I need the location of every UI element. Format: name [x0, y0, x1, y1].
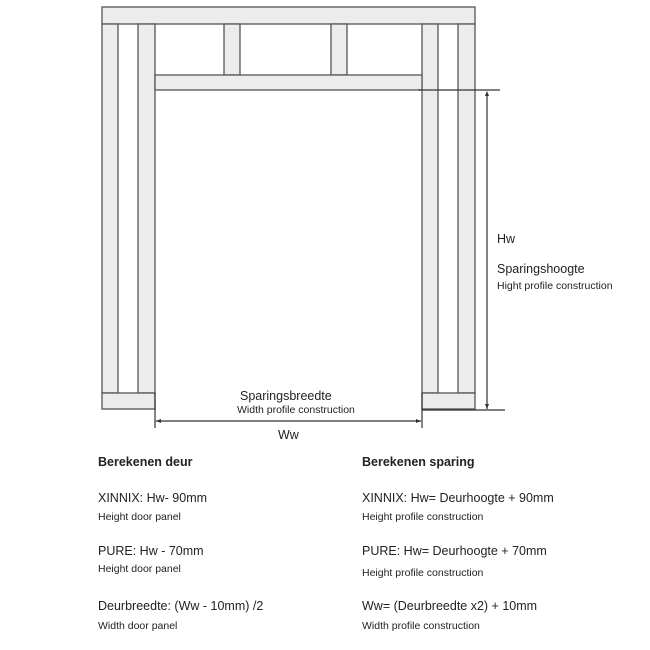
door-formula: Deurbreedte: (Ww - 10mm) /2: [98, 599, 264, 613]
left-bottom-plate: [102, 393, 155, 409]
opening-caption: Width profile construction: [362, 620, 480, 632]
header-beam: [155, 75, 422, 90]
profile-frame: [102, 7, 475, 409]
right-outer-post: [458, 24, 475, 393]
opening-formula: PURE: Hw= Deurhoogte + 70mm: [362, 544, 547, 558]
door-caption: Width door panel: [98, 620, 178, 632]
stub-right: [331, 24, 347, 75]
opening-caption: Height profile construction: [362, 511, 484, 523]
height-label: Sparingshoogte: [497, 262, 585, 276]
right-inner-post: [422, 24, 438, 393]
door-caption: Height door panel: [98, 563, 181, 575]
opening-formula: XINNIX: Hw= Deurhoogte + 90mm: [362, 491, 554, 505]
door-calc-title: Berekenen deur: [98, 455, 193, 469]
door-formula: PURE: Hw - 70mm: [98, 544, 204, 558]
opening-formula: Ww= (Deurbreedte x2) + 10mm: [362, 599, 538, 613]
left-inner-post: [138, 24, 155, 393]
door-formula: XINNIX: Hw- 90mm: [98, 491, 208, 505]
width-symbol: Ww: [278, 428, 299, 442]
height-sublabel: Hight profile construction: [497, 280, 613, 292]
height-symbol: Hw: [497, 232, 516, 246]
top-beam: [102, 7, 475, 24]
width-sublabel: Width profile construction: [237, 404, 355, 416]
opening-calc-title: Berekenen sparing: [362, 455, 475, 469]
door-caption: Height door panel: [98, 511, 181, 523]
width-label: Sparingsbreedte: [240, 389, 332, 403]
stub-left: [224, 24, 240, 75]
left-outer-post: [102, 24, 118, 393]
right-bottom-plate: [422, 393, 475, 409]
opening-caption: Height profile construction: [362, 567, 484, 579]
